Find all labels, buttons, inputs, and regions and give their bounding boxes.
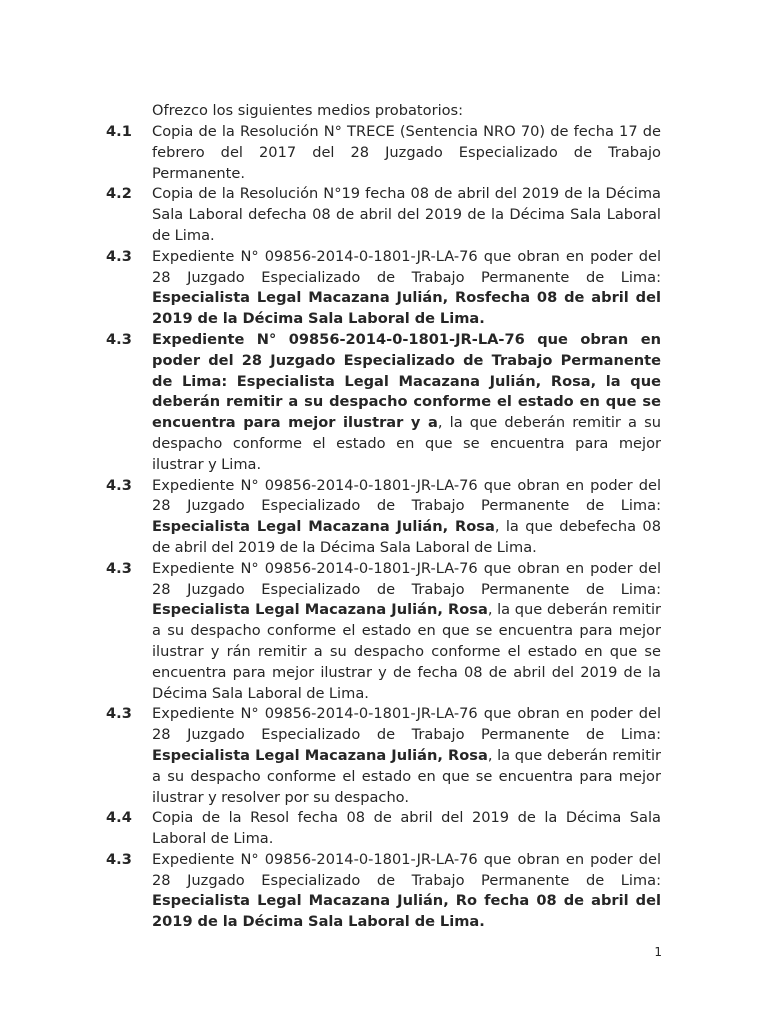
item-text-bold: Expediente N° 09856-2014-0-1801-JR-LA-76 que obran en poder del 28 Juzgado Especializado de Trabajo Permanente de Lima: Especialista Legal Macazana Julián, Rosa, la que deberán remitir a su despacho conforme el estado en que se encuentra para mejor ilustrar y a — [152, 330, 661, 432]
item-text — [152, 476, 661, 559]
item-number: 4.3 — [106, 476, 132, 494]
item-text-bold: Especialista Legal Macazana Julián, Rosa — [152, 601, 488, 619]
evidence-item — [106, 184, 661, 246]
evidence-item — [106, 559, 661, 705]
item-text-regular: Expediente N° 09856-2014-0-1801-JR-LA-76 que obran en poder del 28 Juzgado Especializado de Trabajo Permanente de Lima: — [152, 850, 661, 889]
item-text — [152, 247, 661, 330]
evidence-item — [106, 330, 661, 476]
item-text-regular: , la que deberán remitir a su despacho conforme el estado en que se encuentra para mejor ilustrar y Lima. — [152, 414, 661, 473]
item-text-regular: Expediente N° 09856-2014-0-1801-JR-LA-76 que obran en poder del 28 Juzgado Especializado de Trabajo Permanente de Lima: — [152, 559, 661, 598]
item-text — [152, 559, 661, 705]
item-text — [152, 184, 661, 246]
item-text-regular: Copia de la Resolución N°19 fecha 08 de abril del 2019 de la Décima Sala Laboral defecha 08 de abril del 2019 de la Décima Sala Laboral de Lima. — [152, 185, 661, 244]
item-text-regular: Expediente N° 09856-2014-0-1801-JR-LA-76 que obran en poder del 28 Juzgado Especializado de Trabajo Permanente de Lima: — [152, 705, 661, 744]
item-text-regular: , la que deberán remitir a su despacho conforme el estado en que se encuentra para mejor ilustrar y rán remitir a su despacho conforme el estado en que se encuentra para mejor ilustrar y de fecha 08 de abril del 2019 de la Décima Sala Laboral de Lima. — [152, 601, 661, 702]
item-number: 4.1 — [106, 123, 132, 140]
item-number: 4.3 — [106, 559, 132, 577]
item-text — [152, 330, 661, 476]
item-text-regular: Copia de la Resol fecha 08 de abril del 2019 de la Décima Sala Laboral de Lima. — [152, 809, 661, 848]
item-number: 4.2 — [106, 185, 132, 203]
evidence-item — [106, 122, 661, 184]
item-text-regular: , la que deberán remitir a su despacho conforme el estado en que se encuentra para mejor ilustrar y resolver por su despacho. — [152, 746, 661, 806]
item-number: 4.3 — [106, 850, 132, 868]
item-number: 4.3 — [106, 330, 132, 348]
intro-text: Ofrezco los siguientes medios probatorios: — [152, 102, 464, 119]
item-text — [152, 850, 661, 933]
item-text-bold: Especialista Legal Macazana Julián, Rosa — [152, 518, 495, 536]
evidence-item — [106, 247, 661, 330]
evidence-list — [106, 122, 661, 933]
evidence-item — [106, 808, 661, 850]
evidence-item — [106, 704, 661, 808]
item-text — [152, 704, 661, 808]
item-text-regular: Expediente N° 09856-2014-0-1801-JR-LA-76 que obran en poder del 28 Juzgado Especializado de Trabajo Permanente de Lima: — [152, 476, 661, 515]
item-text-regular: Copia de la Resolución N° TRECE (Sentencia NRO 70) de fecha 17 de febrero del 2017 del 28 Juzgado Especializado de Trabajo Permanente. — [152, 123, 661, 182]
item-text-bold: Especialista Legal Macazana Julián, Rosfecha 08 de abril del 2019 de la Décima Sala Laboral de Lima. — [152, 289, 661, 328]
item-text — [152, 122, 661, 184]
evidence-item — [106, 850, 661, 933]
item-text-regular: , la que debefecha 08 de abril del 2019 de la Décima Sala Laboral de Lima. — [152, 518, 661, 556]
item-text-regular: Expediente N° 09856-2014-0-1801-JR-LA-76 que obran en poder del 28 Juzgado Especializado de Trabajo Permanente de Lima: — [152, 247, 661, 286]
item-number: 4.3 — [106, 705, 132, 723]
item-text — [152, 808, 661, 850]
page-number: 1 — [654, 945, 662, 959]
item-number: 4.3 — [106, 247, 132, 265]
item-text-bold: Especialista Legal Macazana Julián, Rosa — [152, 746, 488, 764]
item-number: 4.4 — [106, 809, 132, 827]
evidence-item — [106, 476, 661, 559]
item-text-bold: Especialista Legal Macazana Julián, Ro fecha 08 de abril del 2019 de la Décima Sala Laboral de Lima. — [152, 892, 661, 931]
